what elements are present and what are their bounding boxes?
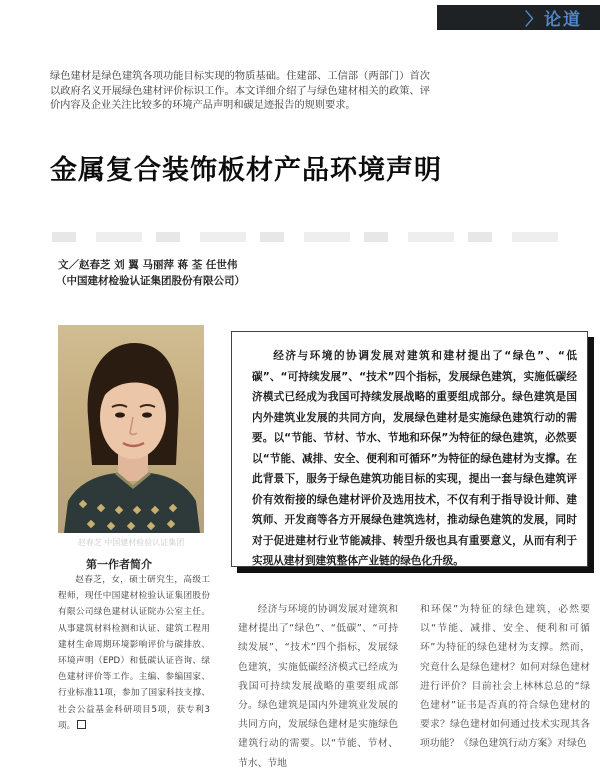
end-mark-icon (77, 720, 86, 729)
section-tab: 〉论道 (437, 5, 600, 30)
photo-caption: 赵春芝 中国建材检验认证集团 (77, 538, 185, 547)
author-photo (58, 325, 204, 533)
intro-paragraph: 绿色建材是绿色建筑各项功能目标实现的物质基础。住建部、工信部（两部门）首次以政府名义开展绿色建材评价标识工作。本文详细介绍了与绿色建材相关的政策、评价内容及企业关注比较多的环境产品声明和碳足迹报告的规则要求。 (50, 71, 430, 111)
author-line: 文／赵春芝 刘 翼 马丽萍 蒋 荃 任世伟 (58, 259, 238, 271)
body-column-1: 经济与环境的协调发展对建筑和建材提出了“绿色”、“低碳”、“可持续发展”、“技术”四个指标，发展绿色建筑，实施低碳经济模式已经成为我国可持续发展战略的重要组成部分。绿色建筑是国内外建筑业发展的共同方向，发展绿色建材是实施绿色建筑行动的需要。以“节能、节材、节水、节地 (238, 604, 398, 769)
author-affiliation: （中国建材检验认证集团股份有限公司） (56, 275, 245, 287)
bio-heading: 第一作者简介 (86, 558, 152, 571)
abstract-box: 经济与环境的协调发展对建筑和建材提出了“绿色”、“低碳”、“可持续发展”、“技术”四个指标，发展绿色建筑，实施低碳经济模式已经成为我国可持续发展战略的重要组成部分。绿色建筑是国内外建筑业发展的共同方向，发展绿色建材是实施绿色建筑行动的需要。以“节能、节材、节水、节地和环保”为特征的绿色建筑，必然要以“节能、减排、安全、便利和可循环”为特征的绿色建材为支撑。在此背景下，服务于绿色建筑功能目标的实现，提出一套与绿色建筑评价有效衔接的绿色建材评价及选用技术，不仅有利于指导设计师、建筑师、开发商等各方开展绿色建筑选材，推动绿色建筑的发展，同时对于促进建材行业节能减排、转型升级也具有重要意义，从而有利于实现从建材到建筑整体产业链的绿色化升级。 (231, 331, 588, 567)
decorative-band (52, 232, 562, 242)
bio-body: 赵春芝，女，硕士研究生，高级工程师，现任中国建材检验认证集团股份有限公司绿色建材认证院办公室主任。从事建筑材料检测和认证、建筑工程用建材生命周期环境影响评价与碳排放、环境声明（EPD）和低碳认证咨询、绿色建材评价等工作。主编、参编国家、行业标准11项，参加了国家科技支撑、社会公益基金科研项目5项，获专利3项。 (58, 575, 210, 731)
article-title: 金属复合装饰板材产品环境声明 (50, 155, 442, 186)
body-column-2: 和环保”为特征的绿色建筑，必然要以“节能、减排、安全、便利和可循环”为特征的绿色建材为支撑。然而，究竟什么是绿色建材？如何对绿色建材进行评价？目前社会上林林总总的“绿色建材”证书是否真的符合绿色建材的要求？绿色建材如何通过技术实现其各项功能？《绿色建筑行动方案》对绿色 (420, 604, 590, 750)
bio-text (58, 572, 210, 734)
